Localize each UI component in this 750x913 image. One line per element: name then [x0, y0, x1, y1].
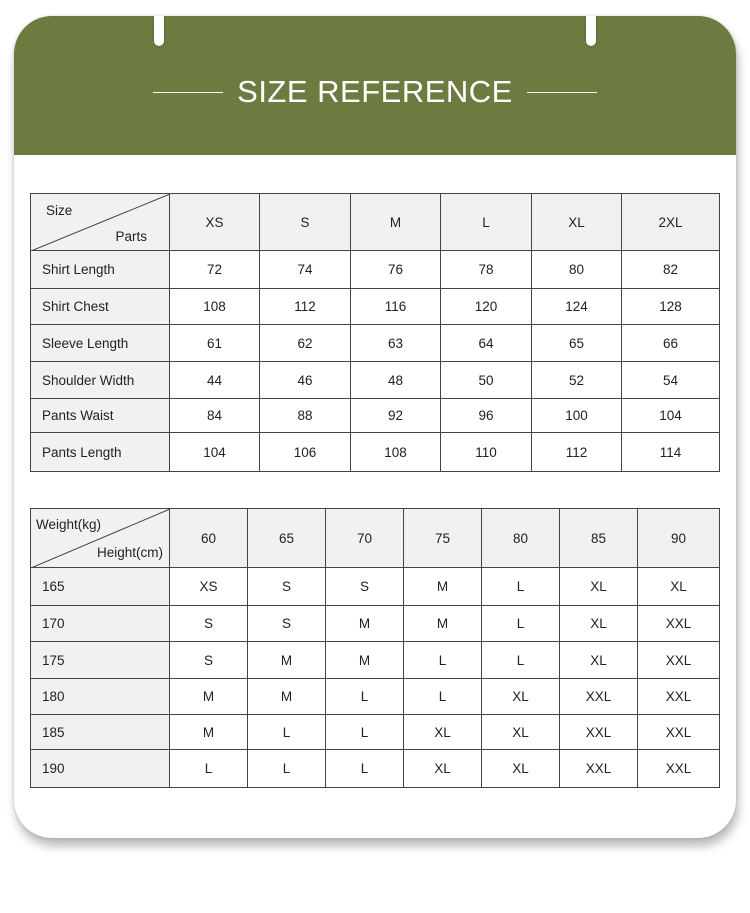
corner-label-weight: Weight(kg)	[36, 517, 102, 532]
size-header-cell: 2XL	[622, 194, 720, 251]
table-row	[31, 399, 720, 433]
size-recommendation-cell: XL	[404, 750, 482, 788]
measurement-cell: 112	[260, 289, 351, 325]
weight-header-cell: 80	[482, 509, 560, 568]
size-recommendation-cell: XXL	[560, 750, 638, 788]
weight-header-cell: 65	[248, 509, 326, 568]
size-recommendation-cell: L	[326, 750, 404, 788]
measurement-cell: 74	[260, 251, 351, 289]
measurement-cell: 64	[441, 325, 532, 362]
measurement-cell: 104	[622, 399, 720, 433]
size-header-cell: XS	[170, 194, 260, 251]
fit-header-row	[31, 509, 720, 568]
height-label: 180	[31, 679, 170, 715]
part-label: Shirt Length	[31, 251, 170, 289]
size-recommendation-cell: M	[170, 715, 248, 750]
left-pin-icon	[154, 16, 164, 46]
size-header-cell: XL	[532, 194, 622, 251]
weight-header-cell: 70	[326, 509, 404, 568]
measurement-cell: 108	[351, 433, 441, 472]
size-recommendation-cell: XL	[560, 606, 638, 642]
size-header-cell: L	[441, 194, 532, 251]
size-recommendation-cell: L	[248, 750, 326, 788]
table-row	[31, 715, 720, 750]
size-recommendation-cell: M	[404, 606, 482, 642]
size-recommendation-cell: S	[248, 568, 326, 606]
size-recommendation-cell: XXL	[560, 715, 638, 750]
fit-recommendation-table	[30, 508, 720, 788]
part-label: Sleeve Length	[31, 325, 170, 362]
weight-header-cell: 75	[404, 509, 482, 568]
measurement-cell: 106	[260, 433, 351, 472]
size-recommendation-cell: M	[248, 642, 326, 679]
measurement-cell: 66	[622, 325, 720, 362]
size-measurement-table	[30, 193, 720, 472]
size-recommendation-cell: XXL	[638, 642, 720, 679]
measurement-cell: 92	[351, 399, 441, 433]
size-recommendation-cell: L	[326, 715, 404, 750]
measurement-cell: 124	[532, 289, 622, 325]
measurement-cell: 100	[532, 399, 622, 433]
measurement-cell: 44	[170, 362, 260, 399]
size-header-cell: S	[260, 194, 351, 251]
measurement-cell: 65	[532, 325, 622, 362]
size-recommendation-cell: L	[248, 715, 326, 750]
height-label: 170	[31, 606, 170, 642]
size-recommendation-cell: M	[326, 642, 404, 679]
size-recommendation-cell: XXL	[638, 750, 720, 788]
weight-header-cell: 85	[560, 509, 638, 568]
size-recommendation-cell: L	[170, 750, 248, 788]
weight-header-cell: 90	[638, 509, 720, 568]
size-header-row	[31, 194, 720, 251]
size-recommendation-cell: XXL	[638, 679, 720, 715]
measurement-cell: 114	[622, 433, 720, 472]
size-recommendation-cell: M	[404, 568, 482, 606]
size-table-corner	[31, 194, 170, 251]
fit-table-corner	[31, 509, 170, 568]
table-row	[31, 325, 720, 362]
measurement-cell: 63	[351, 325, 441, 362]
size-recommendation-cell: XL	[638, 568, 720, 606]
size-recommendation-cell: M	[248, 679, 326, 715]
measurement-cell: 76	[351, 251, 441, 289]
measurement-cell: 62	[260, 325, 351, 362]
measurement-cell: 46	[260, 362, 351, 399]
size-recommendation-cell: XL	[482, 679, 560, 715]
corner-label-size: Size	[46, 203, 73, 218]
size-recommendation-cell: L	[482, 642, 560, 679]
measurement-cell: 82	[622, 251, 720, 289]
table-row	[31, 433, 720, 472]
measurement-cell: 110	[441, 433, 532, 472]
measurement-cell: 116	[351, 289, 441, 325]
weight-header-cell: 60	[170, 509, 248, 568]
part-label: Shoulder Width	[31, 362, 170, 399]
measurement-cell: 84	[170, 399, 260, 433]
measurement-cell: 108	[170, 289, 260, 325]
corner-label-height: Height(cm)	[96, 545, 163, 560]
height-label: 190	[31, 750, 170, 788]
size-recommendation-cell: XL	[482, 715, 560, 750]
part-label: Pants Waist	[31, 399, 170, 433]
measurement-cell: 88	[260, 399, 351, 433]
measurement-cell: 128	[622, 289, 720, 325]
height-label: 185	[31, 715, 170, 750]
size-recommendation-cell: XL	[404, 715, 482, 750]
size-recommendation-cell: S	[326, 568, 404, 606]
size-recommendation-cell: XXL	[560, 679, 638, 715]
size-recommendation-cell: L	[404, 642, 482, 679]
size-recommendation-cell: L	[482, 568, 560, 606]
size-recommendation-cell: XL	[560, 642, 638, 679]
title-right-rule	[527, 92, 597, 93]
size-recommendation-cell: L	[404, 679, 482, 715]
size-recommendation-cell: S	[170, 642, 248, 679]
table-row	[31, 750, 720, 788]
header-banner	[14, 16, 736, 155]
height-label: 165	[31, 568, 170, 606]
table-row	[31, 606, 720, 642]
measurement-cell: 61	[170, 325, 260, 362]
page-title: SIZE REFERENCE	[237, 74, 513, 109]
measurement-cell: 96	[441, 399, 532, 433]
measurement-cell: 50	[441, 362, 532, 399]
size-recommendation-cell: M	[170, 679, 248, 715]
size-recommendation-cell: XXL	[638, 606, 720, 642]
measurement-cell: 80	[532, 251, 622, 289]
size-recommendation-cell: S	[170, 606, 248, 642]
measurement-cell: 54	[622, 362, 720, 399]
size-recommendation-cell: XL	[482, 750, 560, 788]
size-recommendation-cell: XS	[170, 568, 248, 606]
title-left-rule	[153, 92, 223, 93]
measurement-cell: 104	[170, 433, 260, 472]
table-row	[31, 362, 720, 399]
size-recommendation-cell: S	[248, 606, 326, 642]
size-recommendation-cell: L	[326, 679, 404, 715]
size-recommendation-cell: XXL	[638, 715, 720, 750]
size-recommendation-cell: XL	[560, 568, 638, 606]
measurement-cell: 52	[532, 362, 622, 399]
measurement-cell: 48	[351, 362, 441, 399]
title-row	[14, 72, 736, 112]
size-header-cell: M	[351, 194, 441, 251]
corner-label-parts: Parts	[115, 229, 147, 244]
table-row	[31, 642, 720, 679]
size-recommendation-cell: M	[326, 606, 404, 642]
right-pin-icon	[586, 16, 596, 46]
measurement-cell: 120	[441, 289, 532, 325]
part-label: Shirt Chest	[31, 289, 170, 325]
table-row	[31, 679, 720, 715]
size-recommendation-cell: L	[482, 606, 560, 642]
measurement-cell: 78	[441, 251, 532, 289]
table-row	[31, 568, 720, 606]
measurement-cell: 72	[170, 251, 260, 289]
table-row	[31, 251, 720, 289]
part-label: Pants Length	[31, 433, 170, 472]
table-row	[31, 289, 720, 325]
measurement-cell: 112	[532, 433, 622, 472]
height-label: 175	[31, 642, 170, 679]
